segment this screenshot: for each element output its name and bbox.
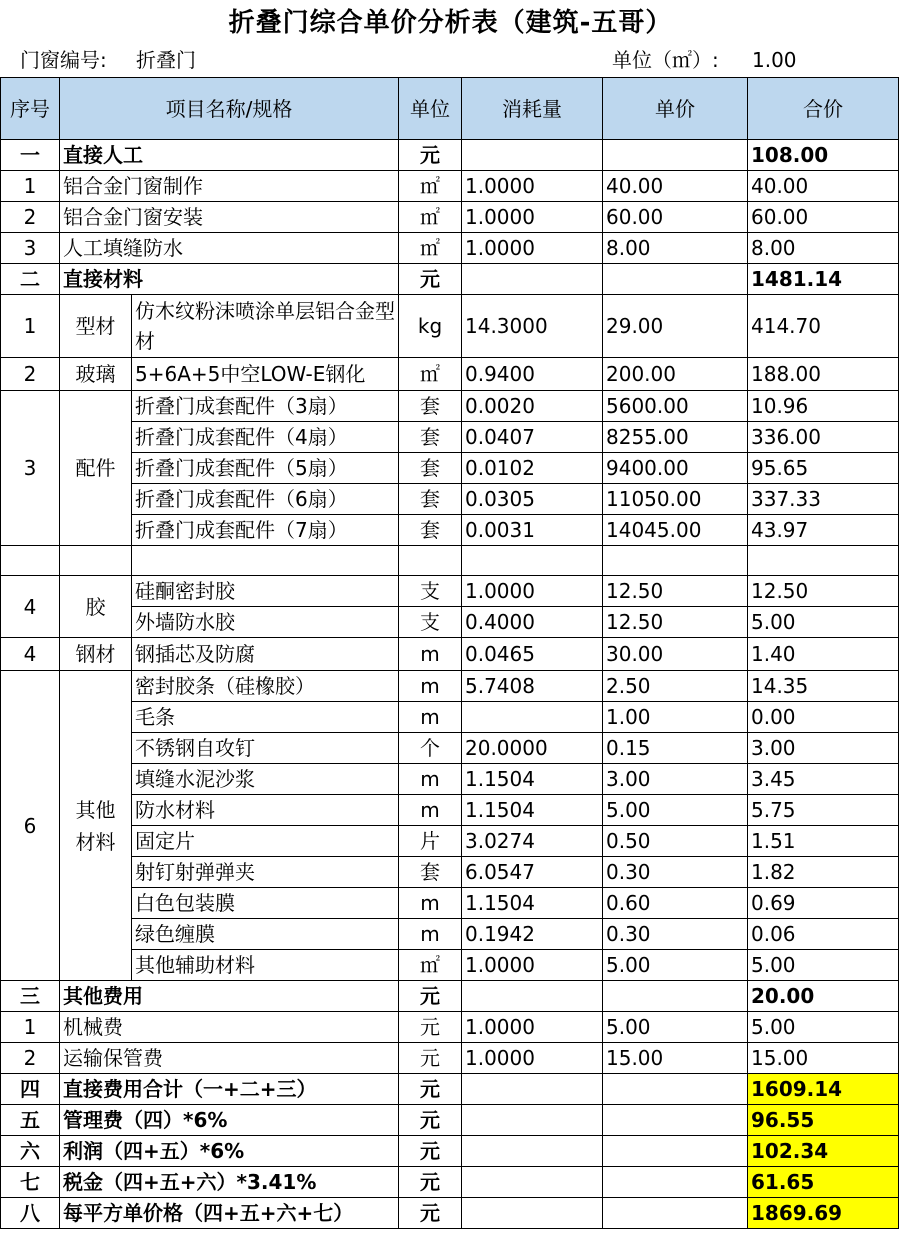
empty-row — [1, 546, 899, 576]
item-name: 直接费用合计（一+二+三） — [60, 1074, 399, 1105]
item-name: 绿色缠膜 — [132, 919, 399, 950]
table-row — [1, 171, 899, 202]
item-total: 5.00 — [748, 950, 899, 981]
item-unit: 套 — [399, 484, 462, 515]
row-number: 八 — [1, 1198, 60, 1229]
item-unit: 片 — [399, 826, 462, 857]
item-qty: 5.7408 — [462, 671, 603, 702]
item-name: 仿木纹粉沫喷涂单层铝合金型材 — [132, 295, 399, 358]
item-unit: m — [399, 638, 462, 671]
category-label: 其他材料 — [60, 671, 132, 981]
item-total: 96.55 — [748, 1105, 899, 1136]
table-row — [1, 1043, 899, 1074]
header-cell: 单价 — [603, 78, 748, 140]
item-total: 1.82 — [748, 857, 899, 888]
item-total: 337.33 — [748, 484, 899, 515]
item-qty: 0.0407 — [462, 422, 603, 453]
item-name: 钢插芯及防腐 — [132, 638, 399, 671]
item-price: 11050.00 — [603, 484, 748, 515]
item-total: 40.00 — [748, 171, 899, 202]
item-name: 折叠门成套配件（6扇） — [132, 484, 399, 515]
table-row — [1, 764, 899, 795]
table-row — [1, 515, 899, 546]
item-name: 铝合金门窗安装 — [60, 202, 399, 233]
item-qty: 3.0274 — [462, 826, 603, 857]
unit-label: 单位（㎡）: — [612, 48, 719, 72]
item-total: 1481.14 — [748, 264, 899, 295]
item-qty: 14.3000 — [462, 295, 603, 358]
category-label: 胶 — [60, 576, 132, 638]
table-row — [1, 202, 899, 233]
item-unit: m — [399, 888, 462, 919]
item-total: 188.00 — [748, 358, 899, 391]
item-price: 60.00 — [603, 202, 748, 233]
item-name: 硅酮密封胶 — [132, 576, 399, 607]
item-price: 2.50 — [603, 671, 748, 702]
table-row — [1, 888, 899, 919]
item-price: 0.50 — [603, 826, 748, 857]
item-qty: 1.0000 — [462, 171, 603, 202]
item-qty: 0.1942 — [462, 919, 603, 950]
item-price: 5600.00 — [603, 391, 748, 422]
item-total: 0.06 — [748, 919, 899, 950]
item-name: 不锈钢自攻钉 — [132, 733, 399, 764]
item-price: 15.00 — [603, 1043, 748, 1074]
item-unit: ㎡ — [399, 171, 462, 202]
item-qty: 1.1504 — [462, 764, 603, 795]
item-name: 外墙防水胶 — [132, 607, 399, 638]
item-unit: ㎡ — [399, 950, 462, 981]
item-total: 3.45 — [748, 764, 899, 795]
item-qty: 1.0000 — [462, 202, 603, 233]
row-number: 1 — [1, 171, 60, 202]
table-row — [1, 422, 899, 453]
table-row — [1, 607, 899, 638]
item-price: 9400.00 — [603, 453, 748, 484]
table-row — [1, 484, 899, 515]
door-code-label: 门窗编号: — [20, 48, 107, 72]
table-row — [1, 950, 899, 981]
category-label: 配件 — [60, 391, 132, 546]
item-unit: 元 — [399, 1136, 462, 1167]
item-qty: 6.0547 — [462, 857, 603, 888]
table-row — [1, 358, 899, 391]
item-unit: 元 — [399, 264, 462, 295]
item-name: 折叠门成套配件（5扇） — [132, 453, 399, 484]
item-name: 直接人工 — [60, 140, 399, 171]
item-name: 运输保管费 — [60, 1043, 399, 1074]
item-total: 1.51 — [748, 826, 899, 857]
item-name: 机械费 — [60, 1012, 399, 1043]
item-qty: 1.1504 — [462, 888, 603, 919]
row-number: 2 — [1, 358, 60, 391]
item-unit: 元 — [399, 1198, 462, 1229]
item-price: 40.00 — [603, 171, 748, 202]
item-unit: 元 — [399, 140, 462, 171]
item-price: 8.00 — [603, 233, 748, 264]
item-price: 30.00 — [603, 638, 748, 671]
item-total: 10.96 — [748, 391, 899, 422]
item-total: 5.75 — [748, 795, 899, 826]
item-unit: m — [399, 919, 462, 950]
item-price: 1.00 — [603, 702, 748, 733]
section-row — [1, 140, 899, 171]
header-row — [1, 78, 899, 140]
item-unit: 支 — [399, 607, 462, 638]
item-unit: 元 — [399, 1074, 462, 1105]
summary-row — [1, 1136, 899, 1167]
item-price: 14045.00 — [603, 515, 748, 546]
row-number: 五 — [1, 1105, 60, 1136]
table-row — [1, 702, 899, 733]
item-unit: kg — [399, 295, 462, 358]
item-qty: 1.0000 — [462, 576, 603, 607]
item-qty: 1.0000 — [462, 1043, 603, 1074]
item-total: 102.34 — [748, 1136, 899, 1167]
header-cell: 单位 — [399, 78, 462, 140]
table-row — [1, 733, 899, 764]
summary-row — [1, 1105, 899, 1136]
row-number: 6 — [1, 671, 60, 981]
item-total: 1869.69 — [748, 1198, 899, 1229]
table-row — [1, 671, 899, 702]
row-number: 二 — [1, 264, 60, 295]
table-row — [1, 576, 899, 607]
summary-row — [1, 1074, 899, 1105]
item-name: 白色包装膜 — [132, 888, 399, 919]
item-qty: 1.0000 — [462, 950, 603, 981]
item-qty: 20.0000 — [462, 733, 603, 764]
item-total: 5.00 — [748, 1012, 899, 1043]
item-price: 200.00 — [603, 358, 748, 391]
item-unit: 套 — [399, 391, 462, 422]
row-number: 一 — [1, 140, 60, 171]
category-label: 玻璃 — [60, 358, 132, 391]
row-number: 2 — [1, 202, 60, 233]
item-qty — [462, 264, 603, 295]
item-total: 3.00 — [748, 733, 899, 764]
item-price: 0.15 — [603, 733, 748, 764]
item-total: 60.00 — [748, 202, 899, 233]
table-row — [1, 295, 899, 358]
summary-row — [1, 1198, 899, 1229]
item-unit: ㎡ — [399, 202, 462, 233]
table-row — [1, 857, 899, 888]
table-row — [1, 638, 899, 671]
item-price: 5.00 — [603, 950, 748, 981]
unit-value: 1.00 — [752, 48, 797, 72]
item-price: 5.00 — [603, 795, 748, 826]
item-name: 折叠门成套配件（7扇） — [132, 515, 399, 546]
row-number: 1 — [1, 295, 60, 358]
item-total: 43.97 — [748, 515, 899, 546]
item-name: 其他费用 — [60, 981, 399, 1012]
item-unit: m — [399, 671, 462, 702]
item-qty: 0.0465 — [462, 638, 603, 671]
item-price: 0.30 — [603, 919, 748, 950]
item-name: 其他辅助材料 — [132, 950, 399, 981]
item-unit: ㎡ — [399, 233, 462, 264]
item-unit: 套 — [399, 515, 462, 546]
header-cell: 合价 — [748, 78, 899, 140]
item-name: 直接材料 — [60, 264, 399, 295]
item-total: 20.00 — [748, 981, 899, 1012]
sheet-title: 折叠门综合单价分析表（建筑-五哥） — [228, 8, 673, 38]
item-name: 固定片 — [132, 826, 399, 857]
item-total: 61.65 — [748, 1167, 899, 1198]
item-unit: 套 — [399, 453, 462, 484]
item-total: 414.70 — [748, 295, 899, 358]
item-unit: m — [399, 702, 462, 733]
item-qty: 0.0102 — [462, 453, 603, 484]
category-label: 型材 — [60, 295, 132, 358]
item-name: 铝合金门窗制作 — [60, 171, 399, 202]
item-qty: 1.1504 — [462, 795, 603, 826]
item-price: 0.30 — [603, 857, 748, 888]
item-name: 防水材料 — [132, 795, 399, 826]
item-qty: 0.9400 — [462, 358, 603, 391]
row-number: 1 — [1, 1012, 60, 1043]
header-cell: 消耗量 — [462, 78, 603, 140]
table-row — [1, 826, 899, 857]
item-total: 0.69 — [748, 888, 899, 919]
item-qty: 0.0305 — [462, 484, 603, 515]
item-qty: 1.0000 — [462, 1012, 603, 1043]
item-unit: 支 — [399, 576, 462, 607]
item-unit: 套 — [399, 422, 462, 453]
section-row — [1, 264, 899, 295]
item-name: 折叠门成套配件（3扇） — [132, 391, 399, 422]
table-row — [1, 453, 899, 484]
item-qty — [462, 702, 603, 733]
item-total: 0.00 — [748, 702, 899, 733]
row-number: 3 — [1, 391, 60, 546]
item-price: 12.50 — [603, 576, 748, 607]
item-price — [603, 264, 748, 295]
item-price — [603, 140, 748, 171]
item-price: 12.50 — [603, 607, 748, 638]
row-number: 七 — [1, 1167, 60, 1198]
table-row — [1, 391, 899, 422]
table-row — [1, 795, 899, 826]
item-unit: m — [399, 764, 462, 795]
table-row — [1, 919, 899, 950]
item-total: 5.00 — [748, 607, 899, 638]
row-number: 三 — [1, 981, 60, 1012]
item-total: 8.00 — [748, 233, 899, 264]
item-price: 3.00 — [603, 764, 748, 795]
item-qty: 0.4000 — [462, 607, 603, 638]
header-cell: 序号 — [1, 78, 60, 140]
item-name: 税金（四+五+六）*3.41% — [60, 1167, 399, 1198]
item-total: 95.65 — [748, 453, 899, 484]
item-total: 1.40 — [748, 638, 899, 671]
item-unit: 元 — [399, 1012, 462, 1043]
item-qty: 0.0031 — [462, 515, 603, 546]
row-number: 4 — [1, 638, 60, 671]
item-total: 336.00 — [748, 422, 899, 453]
item-qty — [462, 140, 603, 171]
item-total: 12.50 — [748, 576, 899, 607]
item-unit: 套 — [399, 857, 462, 888]
row-number: 4 — [1, 576, 60, 638]
item-qty — [462, 981, 603, 1012]
item-name: 射钉射弹弹夹 — [132, 857, 399, 888]
summary-row — [1, 1167, 899, 1198]
item-unit: 元 — [399, 1105, 462, 1136]
header-cell: 项目名称/规格 — [60, 78, 399, 140]
section-row — [1, 981, 899, 1012]
item-name: 利润（四+五）*6% — [60, 1136, 399, 1167]
item-total: 108.00 — [748, 140, 899, 171]
row-number: 2 — [1, 1043, 60, 1074]
category-label: 钢材 — [60, 638, 132, 671]
table-row — [1, 1012, 899, 1043]
item-unit: 元 — [399, 981, 462, 1012]
item-name: 密封胶条（硅橡胶） — [132, 671, 399, 702]
item-unit: ㎡ — [399, 358, 462, 391]
row-number: 六 — [1, 1136, 60, 1167]
cost-table — [0, 77, 899, 1229]
item-name: 5+6A+5中空LOW-E钢化 — [132, 358, 399, 391]
item-name: 人工填缝防水 — [60, 233, 399, 264]
item-price — [603, 981, 748, 1012]
item-qty: 1.0000 — [462, 233, 603, 264]
item-name: 毛条 — [132, 702, 399, 733]
item-name: 填缝水泥沙浆 — [132, 764, 399, 795]
item-unit: m — [399, 795, 462, 826]
item-total: 15.00 — [748, 1043, 899, 1074]
item-name: 管理费（四）*6% — [60, 1105, 399, 1136]
item-unit: 元 — [399, 1167, 462, 1198]
item-qty: 0.0020 — [462, 391, 603, 422]
item-unit: 个 — [399, 733, 462, 764]
item-price: 5.00 — [603, 1012, 748, 1043]
table-row — [1, 233, 899, 264]
item-price: 0.60 — [603, 888, 748, 919]
item-price: 8255.00 — [603, 422, 748, 453]
item-unit: 元 — [399, 1043, 462, 1074]
item-total: 14.35 — [748, 671, 899, 702]
door-code-value: 折叠门 — [136, 48, 196, 72]
item-name: 每平方单价格（四+五+六+七） — [60, 1198, 399, 1229]
row-number: 3 — [1, 233, 60, 264]
item-total: 1609.14 — [748, 1074, 899, 1105]
item-price: 29.00 — [603, 295, 748, 358]
item-name: 折叠门成套配件（4扇） — [132, 422, 399, 453]
row-number: 四 — [1, 1074, 60, 1105]
